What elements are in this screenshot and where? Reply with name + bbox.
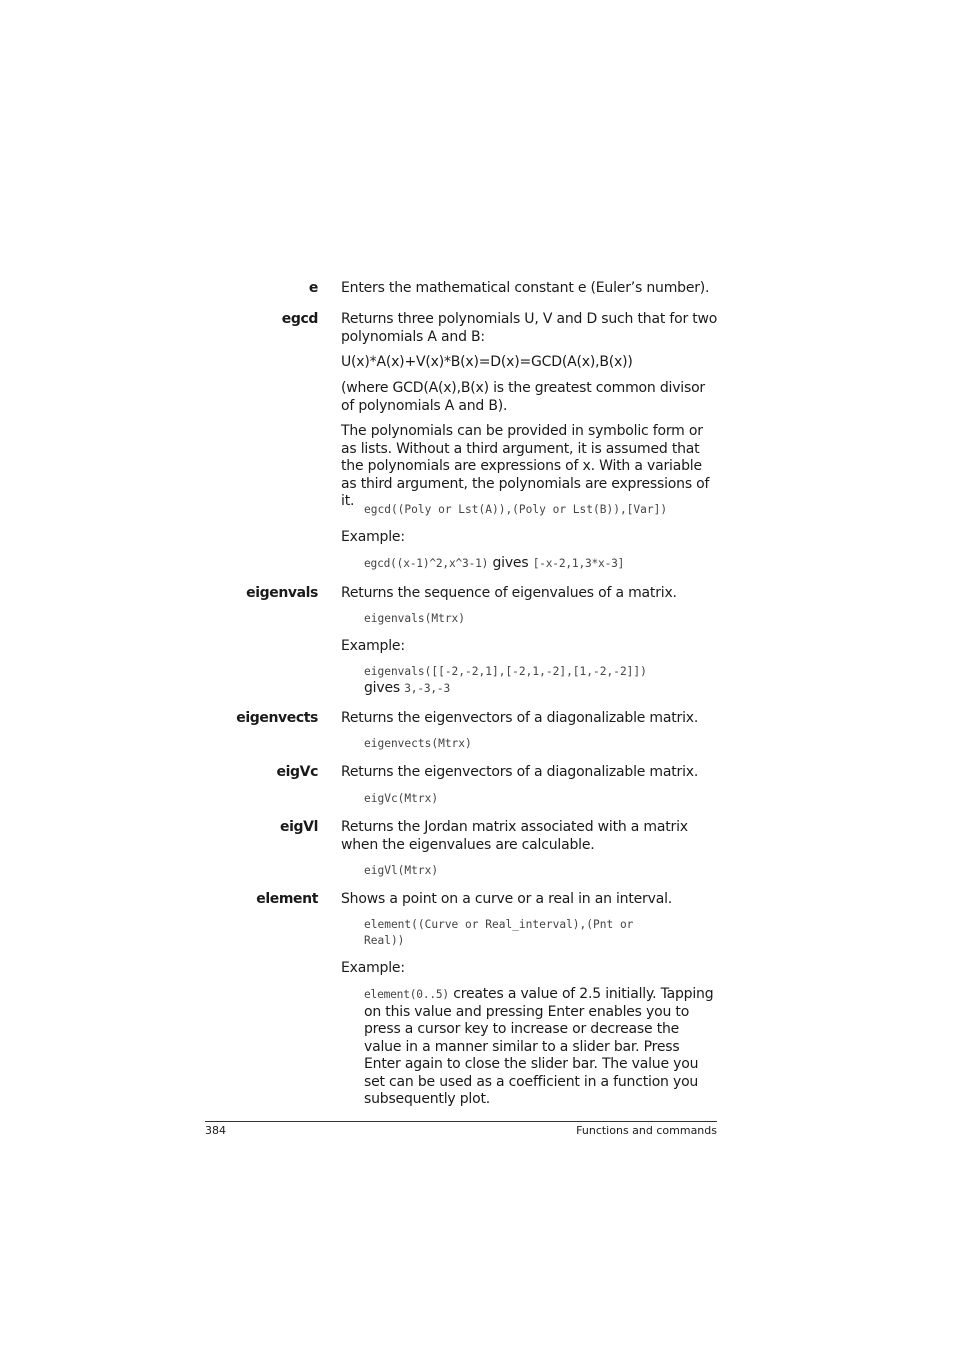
eigenvals-example-result-line bbox=[364, 680, 724, 698]
egcd-syntax: egcd((Poly or Lst(A)),(Poly or Lst(B)),[Var]) bbox=[364, 503, 668, 516]
section-title: Functions and commands bbox=[576, 1124, 717, 1137]
eigenvals-example-code: eigenvals([[-2,-2,1],[-2,1,-2],[1,-2,-2]]) bbox=[364, 665, 647, 678]
egcd-example-code: egcd((x-1)^2,x^3-1) bbox=[364, 557, 489, 570]
eigenvects-description: Returns the eigenvectors of a diagonalizable matrix. bbox=[341, 710, 699, 726]
term-eigvc: eigVc bbox=[276, 764, 318, 780]
element-example-label: Example: bbox=[341, 960, 405, 976]
egcd-description: Returns three polynomials U, V and D such that for two polynomials A and B: bbox=[341, 311, 718, 345]
element-description: Shows a point on a curve or a real in an interval. bbox=[341, 891, 673, 907]
egcd-details: The polynomials can be provided in symbolic form or as lists. Without a third argument, it is assumed that the polynomials are expressions of x. With a variable as third argument, the polynomials are expressions of it. bbox=[341, 423, 710, 509]
egcd-example-result: [-x-2,1,3*x-3] bbox=[532, 557, 625, 570]
term-eigenvects: eigenvects bbox=[236, 710, 318, 726]
element-example bbox=[364, 986, 716, 1109]
egcd-formula: U(x)*A(x)+V(x)*B(x)=D(x)=GCD(A(x),B(x)) bbox=[341, 354, 633, 370]
element-example-code: element(0..5) bbox=[364, 988, 449, 1001]
egcd-example bbox=[364, 555, 724, 573]
eigenvals-description: Returns the sequence of eigenvalues of a matrix. bbox=[341, 585, 677, 601]
egcd-gcd-note: (where GCD(A(x),B(x) is the greatest common divisor of polynomials A and B). bbox=[341, 380, 705, 414]
term-egcd: egcd bbox=[281, 311, 318, 327]
eigenvals-example-label: Example: bbox=[341, 638, 405, 654]
page-number: 384 bbox=[205, 1124, 226, 1137]
term-eigenvals: eigenvals bbox=[246, 585, 318, 601]
element-example-text: creates a value of 2.5 initially. Tapping on this value and pressing Enter enables you to press a cursor key to increase or decrease the value in a manner similar to a slider bar. Press Enter again to close the slider bar. The value you set can be used as a coefficient in a function you subsequently plot. bbox=[364, 986, 714, 1107]
egcd-example-label: Example: bbox=[341, 529, 405, 545]
eigenvals-example-gives: gives bbox=[364, 680, 400, 696]
footer-rule bbox=[205, 1121, 717, 1122]
eigvc-syntax: eigVc(Mtrx) bbox=[364, 792, 439, 805]
eigenvects-syntax: eigenvects(Mtrx) bbox=[364, 737, 472, 750]
eigvl-description: Returns the Jordan matrix associated with a matrix when the eigenvalues are calculable. bbox=[341, 819, 688, 853]
term-element: element bbox=[256, 891, 318, 907]
eigenvals-example-result: 3,-3,-3 bbox=[404, 682, 450, 695]
element-syntax-line2: Real)) bbox=[364, 934, 405, 947]
eigvc-description: Returns the eigenvectors of a diagonalizable matrix. bbox=[341, 764, 699, 780]
term-e: e bbox=[308, 280, 318, 296]
eigvl-syntax: eigVl(Mtrx) bbox=[364, 864, 439, 877]
term-eigvl: eigVl bbox=[280, 819, 318, 835]
e-description: Enters the mathematical constant e (Euler’s number). bbox=[341, 280, 710, 296]
element-syntax-line1: element((Curve or Real_interval),(Pnt or bbox=[364, 918, 634, 931]
egcd-example-gives: gives bbox=[492, 555, 529, 571]
eigenvals-syntax: eigenvals(Mtrx) bbox=[364, 612, 466, 625]
